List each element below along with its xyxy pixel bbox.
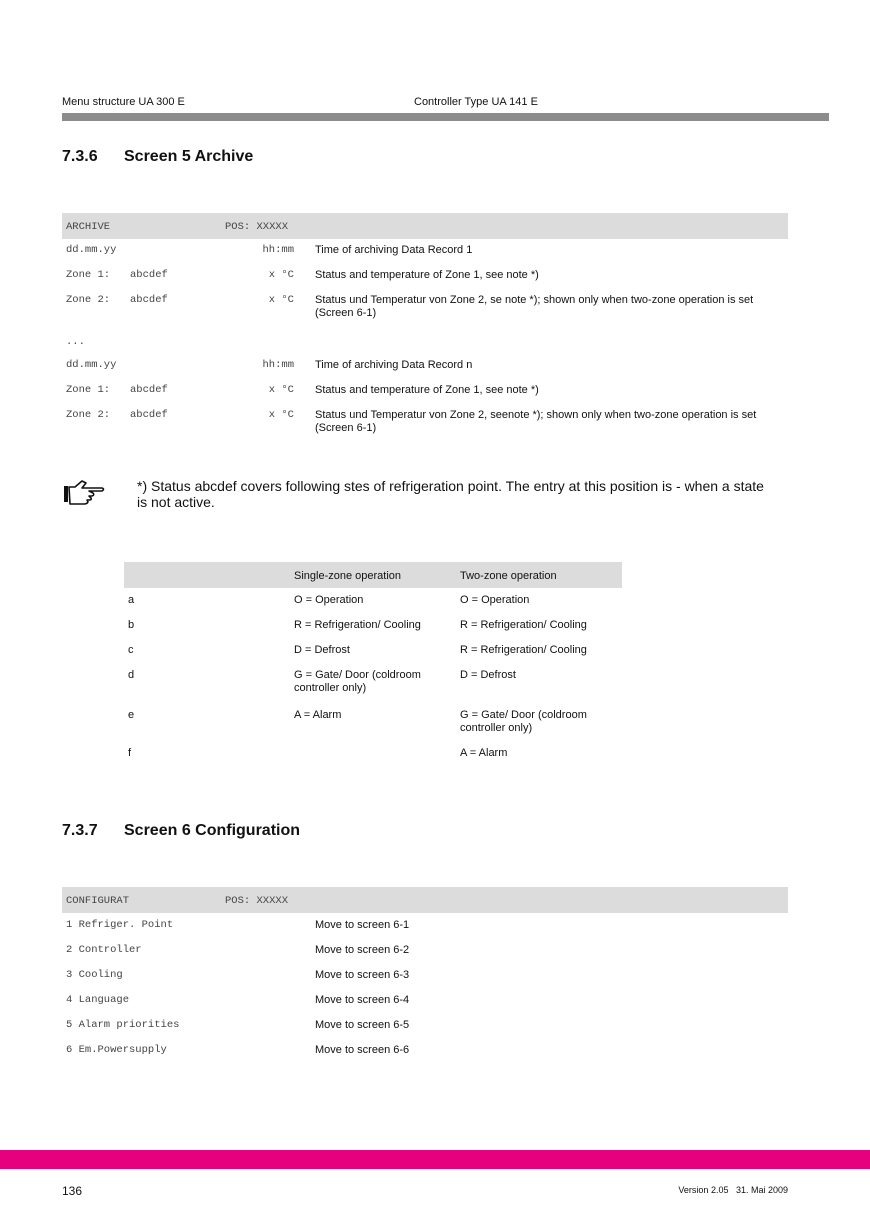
- status-key: d: [128, 669, 135, 681]
- archive-cell-description: Status und Temperatur von Zone 2, se note *); shown only when two-zone operation is set (Screen 6-1): [315, 294, 754, 319]
- pointing-hand-icon: [62, 478, 108, 506]
- archive-cell-description: Time of archiving Data Record 1: [315, 244, 473, 256]
- status-table-header: [124, 562, 622, 588]
- archive-cell-value: hh:mm: [262, 359, 294, 371]
- section-heading-archive: [62, 148, 253, 166]
- config-description: Move to screen 6-2: [315, 944, 410, 956]
- config-item: 3 Cooling: [66, 969, 123, 981]
- config-pos: POS: XXXXX: [225, 895, 289, 907]
- status-key: f: [128, 747, 132, 759]
- archive-pos: POS: XXXXX: [225, 221, 289, 233]
- section-title: Screen 5 Archive: [124, 148, 254, 165]
- status-single: G = Gate/ Door (coldroom controller only): [294, 669, 421, 694]
- config-description: Move to screen 6-3: [315, 969, 410, 981]
- status-two: A = Alarm: [460, 747, 508, 759]
- archive-cell-label: Zone 2:: [66, 409, 111, 421]
- config-table-header: [62, 887, 788, 913]
- archive-cell-label: Zone 1:: [66, 269, 111, 281]
- status-header-two: Two-zone operation: [460, 570, 557, 582]
- page-number: 136: [62, 1184, 83, 1198]
- status-single: R = Refrigeration/ Cooling: [294, 619, 421, 631]
- config-description: Move to screen 6-6: [315, 1044, 410, 1056]
- config-item: 1 Refriger. Point: [66, 919, 174, 931]
- config-description: Move to screen 6-5: [315, 1019, 410, 1031]
- status-header-single: Single-zone operation: [294, 570, 402, 582]
- archive-label: ARCHIVE: [66, 221, 111, 233]
- status-two: D = Defrost: [460, 669, 516, 681]
- archive-cell-value: x °C: [268, 384, 294, 396]
- archive-cell-label: Zone 1:: [66, 384, 111, 396]
- config-item: 4 Language: [66, 994, 130, 1006]
- section-heading-config: [62, 822, 300, 840]
- status-two: R = Refrigeration/ Cooling: [460, 644, 587, 656]
- archive-cell-value: hh:mm: [262, 244, 294, 256]
- status-two: O = Operation: [460, 594, 530, 606]
- config-item: 6 Em.Powersupply: [66, 1044, 167, 1056]
- archive-cell-status: abcdef: [130, 409, 168, 421]
- archive-table-header: [62, 213, 788, 239]
- archive-cell-value: x °C: [268, 294, 294, 306]
- config-item: 5 Alarm priorities: [66, 1019, 180, 1031]
- note-text: *) Status abcdef covers following stes of refrigeration point. The entry at this position is - when a state is not active.: [137, 478, 764, 510]
- status-key: e: [128, 709, 135, 721]
- archive-cell-label: ...: [66, 336, 85, 348]
- header-left: Menu structure UA 300 E: [62, 96, 185, 108]
- header-center: Controller Type UA 141 E: [414, 96, 538, 108]
- status-key: a: [128, 594, 135, 606]
- status-key: c: [128, 644, 134, 656]
- version-date: Version 2.05 31. Mai 2009: [678, 1185, 788, 1195]
- archive-cell-description: Time of archiving Data Record n: [315, 359, 473, 371]
- config-label: CONFIGURAT: [66, 895, 130, 907]
- archive-cell-status: abcdef: [130, 269, 168, 281]
- section-number: 7.3.6: [62, 148, 98, 165]
- archive-cell-description: Status and temperature of Zone 1, see note *): [315, 384, 539, 396]
- archive-cell-status: abcdef: [130, 294, 168, 306]
- archive-cell-description: Status and temperature of Zone 1, see note *): [315, 269, 539, 281]
- config-description: Move to screen 6-4: [315, 994, 410, 1006]
- archive-cell-label: dd.mm.yy: [66, 359, 117, 371]
- archive-cell-description: Status und Temperatur von Zone 2, seenote *); shown only when two-zone operation is set (Screen 6-1): [315, 409, 757, 434]
- status-single: A = Alarm: [294, 709, 342, 721]
- header-rule: [62, 113, 829, 121]
- archive-cell-status: abcdef: [130, 384, 168, 396]
- config-item: 2 Controller: [66, 944, 142, 956]
- section-number: 7.3.7: [62, 822, 98, 839]
- status-two: G = Gate/ Door (coldroom controller only): [460, 709, 587, 734]
- archive-cell-value: x °C: [268, 269, 294, 281]
- status-two: R = Refrigeration/ Cooling: [460, 619, 587, 631]
- footer-accent-bar: [0, 1150, 870, 1169]
- archive-cell-label: dd.mm.yy: [66, 244, 117, 256]
- config-description: Move to screen 6-1: [315, 919, 410, 931]
- status-single: O = Operation: [294, 594, 364, 606]
- status-key: b: [128, 619, 135, 631]
- status-single: D = Defrost: [294, 644, 350, 656]
- archive-cell-label: Zone 2:: [66, 294, 111, 306]
- section-title: Screen 6 Configuration: [124, 822, 301, 839]
- archive-cell-value: x °C: [268, 409, 294, 421]
